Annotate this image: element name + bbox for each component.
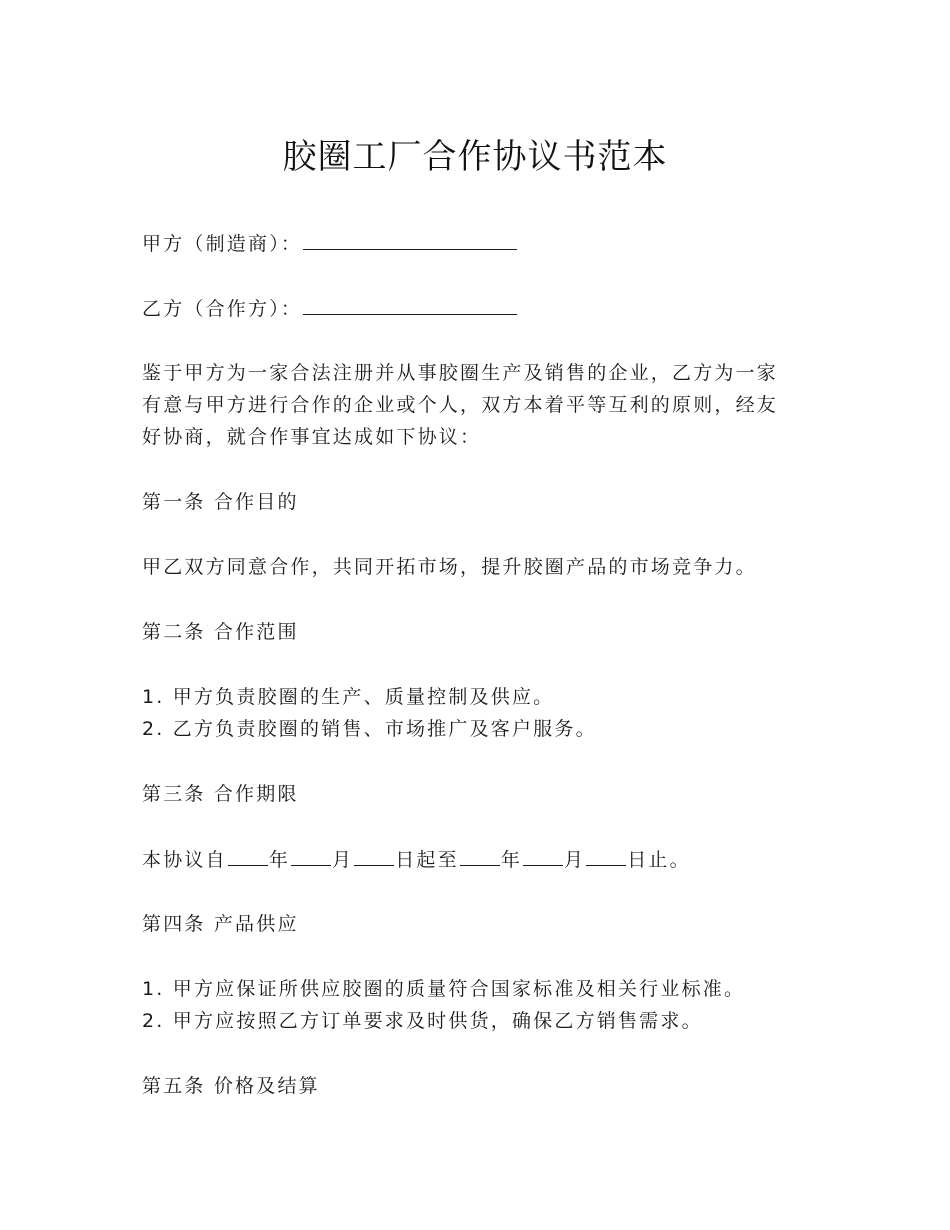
article-4-list xyxy=(142,973,802,1037)
party-a-blank xyxy=(303,229,517,250)
start-month-blank xyxy=(291,845,331,866)
article-1-text: 甲乙双方同意合作，共同开拓市场，提升胶圈产品的市场竞争力。 xyxy=(142,556,757,578)
list-item: 2. 甲方应按照乙方订单要求及时供货，确保乙方销售需求。 xyxy=(142,1010,703,1032)
preamble-line-1: 鉴于甲方为一家合法注册并从事胶圈生产及销售的企业，乙方为一家 xyxy=(142,362,779,384)
preamble-line-3: 好协商，就合作事宜达成如下协议： xyxy=(142,426,482,448)
end-year-blank xyxy=(460,845,500,866)
preamble-paragraph xyxy=(142,357,802,453)
party-a-line xyxy=(142,229,518,258)
article-3-term xyxy=(142,845,691,874)
start-year-blank xyxy=(228,845,268,866)
preamble-line-2: 有意与甲方进行合作的企业或个人，双方本着平等互利的原则，经友 xyxy=(142,394,779,416)
article-3-heading: 第三条 合作期限 xyxy=(142,783,299,805)
list-item: 2. 乙方负责胶圈的销售、市场推广及客户服务。 xyxy=(142,718,597,740)
article-2-list xyxy=(142,681,802,745)
article-1-heading: 第一条 合作目的 xyxy=(142,491,299,513)
term-month-1: 月 xyxy=(332,849,354,871)
term-month-2: 月 xyxy=(564,849,586,871)
article-5-heading: 第五条 价格及结算 xyxy=(142,1075,320,1097)
article-4-heading: 第四条 产品供应 xyxy=(142,913,299,935)
party-b-blank xyxy=(303,294,517,315)
document-title: 胶圈工厂合作协议书范本 xyxy=(282,137,668,177)
term-day-2: 日止。 xyxy=(627,849,691,871)
term-year-1: 年 xyxy=(268,849,291,871)
end-day-blank xyxy=(586,845,626,866)
article-2-heading: 第二条 合作范围 xyxy=(142,621,299,643)
party-b-label: 乙方（合作方）： xyxy=(142,298,303,320)
term-year-2: 年 xyxy=(500,849,523,871)
term-prefix: 本协议自 xyxy=(142,849,227,871)
list-item: 1. 甲方应保证所供应胶圈的质量符合国家标准及相关行业标准。 xyxy=(142,978,746,1000)
term-day-1: 日起至 xyxy=(395,849,459,871)
start-day-blank xyxy=(354,845,394,866)
list-item: 1. 甲方负责胶圈的生产、质量控制及供应。 xyxy=(142,686,555,708)
end-month-blank xyxy=(523,845,563,866)
party-a-label: 甲方（制造商）： xyxy=(142,233,303,255)
party-b-line xyxy=(142,294,518,323)
